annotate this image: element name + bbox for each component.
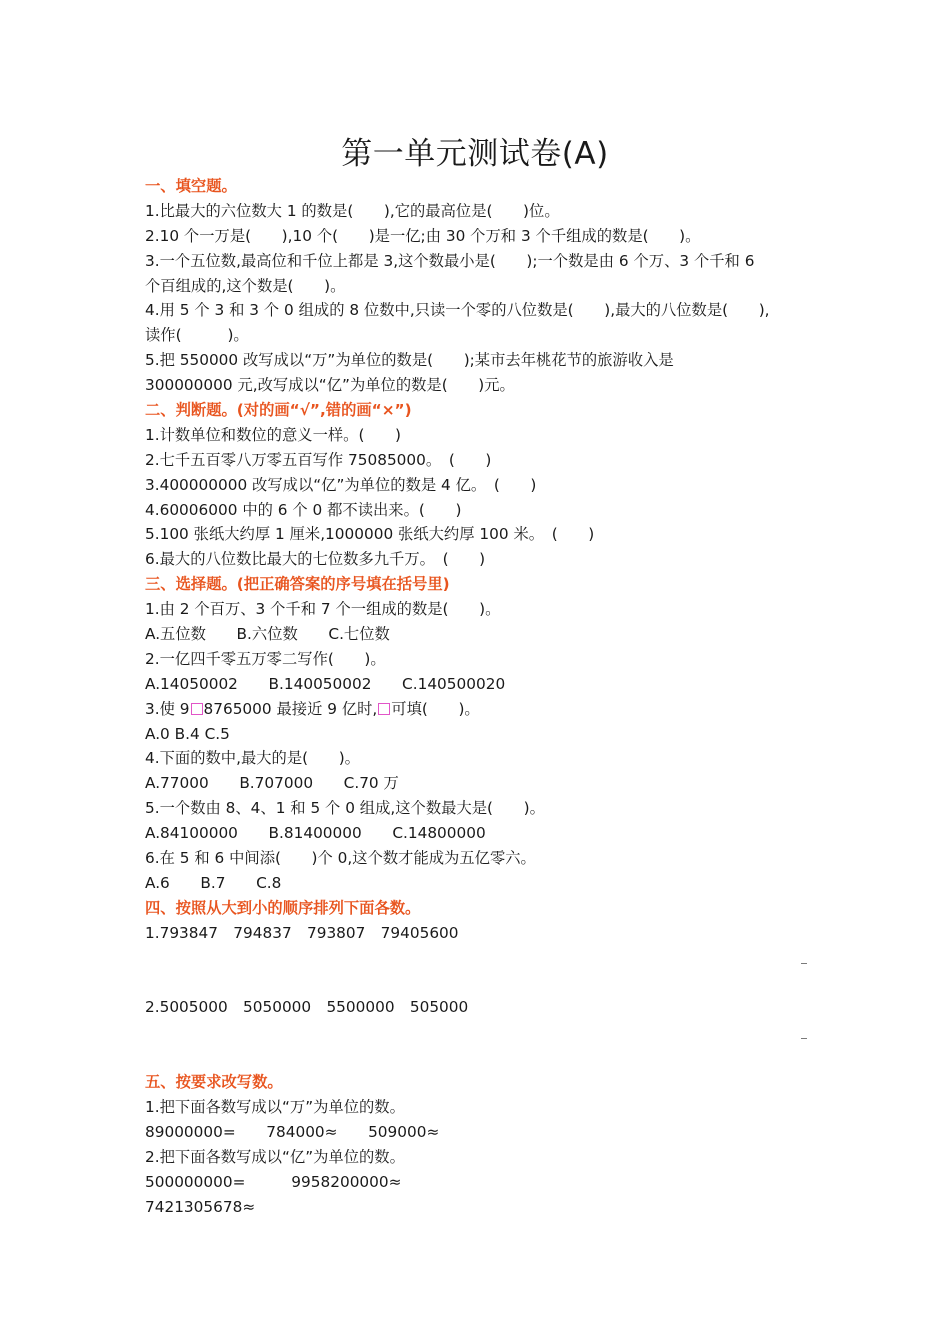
- question-line: 500000000= 9958200000≈: [145, 1172, 402, 1191]
- paper-content: [145, 174, 810, 1219]
- section-heading-true-false: 二、判断题。(对的画“√”,错的画“×”): [145, 401, 412, 420]
- question-line: 1.由 2 个百万、3 个千和 7 个一组成的数是( )。: [145, 600, 501, 619]
- question-line: 1.比最大的六位数大 1 的数是( ),它的最高位是( )位。: [145, 201, 560, 220]
- page-title: 第一单元测试卷(A): [341, 136, 609, 172]
- answer-space: [145, 1020, 810, 1070]
- choice-line: A.五位数 B.六位数 C.七位数: [145, 625, 390, 644]
- question-line: 2.把下面各数写成以“亿”为单位的数。: [145, 1147, 405, 1166]
- question-line: 2.10 个一万是( ),10 个( )是一亿;由 30 个万和 3 个千组成的数是( )。: [145, 226, 701, 245]
- answer-line-mark: [801, 963, 807, 964]
- question-line: 89000000= 784000≈ 509000≈: [145, 1122, 440, 1141]
- answer-line-mark: [801, 1038, 807, 1039]
- choice-line: A.0 B.4 C.5: [145, 724, 230, 743]
- choice-line: A.77000 B.707000 C.70 万: [145, 774, 399, 793]
- question-line: 5.100 张纸大约厚 1 厘米,1000000 张纸大约厚 100 米。 ( ): [145, 525, 595, 544]
- blank-box-icon: [191, 703, 203, 715]
- answer-space: [145, 946, 810, 996]
- question-line: 6.在 5 和 6 中间添( )个 0,这个数才能成为五亿零六。: [145, 849, 536, 868]
- question-line: 5.一个数由 8、4、1 和 5 个 0 组成,这个数最大是( )。: [145, 799, 545, 818]
- question-line: 个百组成的,这个数是( )。: [145, 276, 346, 295]
- choice-line: A.6 B.7 C.8: [145, 873, 282, 892]
- question-line: 6.最大的八位数比最大的七位数多九千万。 ( ): [145, 550, 486, 569]
- question-line: 1.计数单位和数位的意义一样。( ): [145, 425, 401, 444]
- question-line: 4.用 5 个 3 和 3 个 0 组成的 8 位数中,只读一个零的八位数是( ),最大的八位数是( ),: [145, 301, 770, 320]
- question-line: 5.把 550000 改写成以“万”为单位的数是( );某市去年桃花节的旅游收入是: [145, 351, 674, 370]
- question-line: 1.把下面各数写成以“万”为单位的数。: [145, 1097, 405, 1116]
- section-heading-ordering: 四、按照从大到小的顺序排列下面各数。: [145, 898, 421, 917]
- question-line: 4.下面的数中,最大的是( )。: [145, 749, 360, 768]
- question-line: 4.60006000 中的 6 个 0 都不读出来。( ): [145, 500, 462, 519]
- question-line: 2.5005000 5050000 5500000 505000: [145, 998, 469, 1017]
- choice-line: A.84100000 B.81400000 C.14800000: [145, 824, 486, 843]
- question-line-with-box: 3.使 9 8765000 最接近 9 亿时, 可填( )。: [145, 699, 480, 718]
- question-line: 7421305678≈: [145, 1197, 256, 1216]
- blank-box-icon: [378, 703, 390, 715]
- section-heading-multiple-choice: 三、选择题。(把正确答案的序号填在括号里): [145, 575, 450, 594]
- question-line: 1.793847 794837 793807 79405600: [145, 923, 459, 942]
- question-line: 读作( )。: [145, 326, 249, 345]
- question-line: 3.400000000 改写成以“亿”为单位的数是 4 亿。 ( ): [145, 475, 537, 494]
- choice-line: A.14050002 B.140050002 C.140500020: [145, 674, 506, 693]
- section-heading-rewrite: 五、按要求改写数。: [145, 1073, 283, 1092]
- section-heading-fill-in: 一、填空题。: [145, 177, 237, 195]
- question-line: 2.一亿四千零五万零二写作( )。: [145, 649, 386, 668]
- question-line: 300000000 元,改写成以“亿”为单位的数是( )元。: [145, 376, 515, 395]
- question-line: 2.七千五百零八万零五百写作 75085000。 ( ): [145, 450, 492, 469]
- question-line: 3.一个五位数,最高位和千位上都是 3,这个数最小是( );一个数是由 6 个万、3 个千和 6: [145, 251, 755, 270]
